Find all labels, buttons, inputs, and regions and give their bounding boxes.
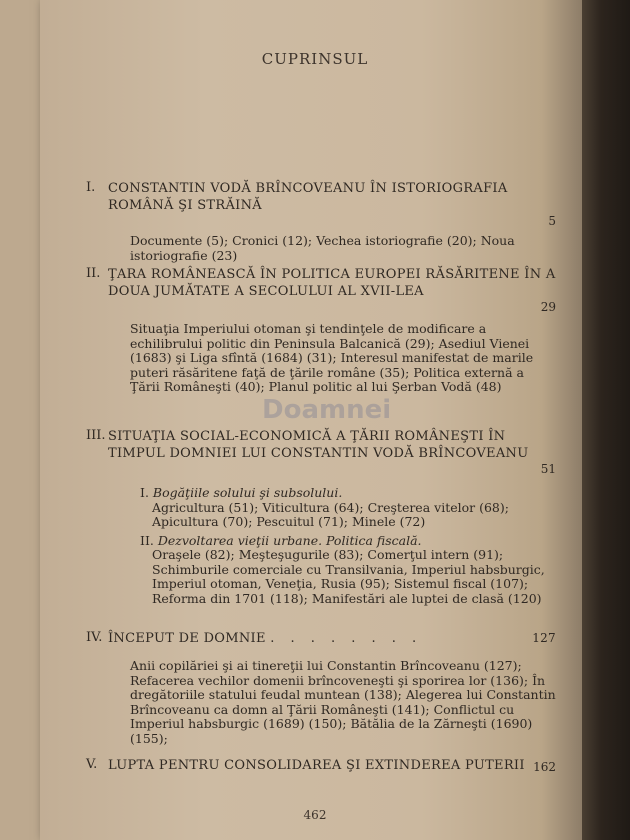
chapter-4 <box>86 630 556 746</box>
chapter-summary: Anii copilăriei şi ai tinereţii lui Constantin Brîncoveanu (127); Refacerea vechilor domenii brîncoveneşti şi sporirea lor (136); În dregătoriile statului feudal muntean (138); Alegerea lui Constantin Brîncoveanu ca domn al Ţării Româneşti (141); Conflictul cu Imperiul habsburgic (1689) (150); Bătălia de la Zărneşti (1690) (155); <box>130 658 556 746</box>
subsection-text: Oraşele (82); Meşteşugurile (83); Comerţul intern (91); Schimburile comerciale cu Transilvania, Imperiul habsburgic, Imperiul otoman, Veneţia, Rusia (95); Sistemul fiscal (107); Reforma din 1701 (118); Manifestări ale luptei de clasă (120) <box>152 547 545 606</box>
chapter-summary: Documente (5); Cronici (12); Vechea istoriografie (20); Noua istoriografie (23) <box>130 233 515 263</box>
page-number: 462 <box>303 808 327 822</box>
subsection-2 <box>140 534 556 607</box>
chapter-title: SITUAŢIA SOCIAL-ECONOMICĂ A ŢĂRII ROMÂNEŞTI ÎN TIMPUL DOMNIEI LUI CONSTANTIN VODĂ BRÎNCOVEANU <box>108 429 529 461</box>
chapter-summary: Situaţia Imperiului otoman şi tendinţele de modificare a echilibrului politic din Peninsula Balcanică (29); Asediul Vienei (1683) şi Liga sfîntă (1684) (31); Interesul manifestat de marile puteri răsăritene faţă de ţările române (35); Politica externă a Ţării Româneşti (40); Planul politic al lui Şerban Vodă (48) <box>130 321 534 394</box>
chapter-3 <box>86 428 556 606</box>
subsection-title: Bogăţiile solului şi subsolului. <box>152 485 343 500</box>
chapter-page: 51 <box>540 462 556 476</box>
watermark-logo: Doamnei <box>262 395 392 425</box>
chapter-title-line <box>108 630 556 647</box>
book-binding-shadow <box>582 0 630 840</box>
chapter-title: ŢARA ROMÂNEASCĂ ÎN POLITICA EUROPEI RĂSĂRITENE ÎN A DOUA JUMĂTATE A SECOLULUI AL XVII-LEA <box>108 267 556 299</box>
chapter-title: ÎNCEPUT DE DOMNIE <box>108 631 266 646</box>
subsection-1 <box>140 486 556 530</box>
chapter-number: IV. <box>86 630 103 645</box>
chapter-title: CONSTANTIN VODĂ BRÎNCOVEANU ÎN ISTORIOGRAFIA ROMÂNĂ ŞI STRĂINĂ <box>108 181 508 213</box>
chapter-title: LUPTA PENTRU CONSOLIDAREA ŞI EXTINDEREA PUTERII <box>108 758 525 773</box>
leader-dots: . . . . . . . . <box>270 631 423 646</box>
subsection-text: Agricultura (51); Viticultura (64); Creşterea vitelor (68); Apicultura (70); Pescuitul (71); Minele (72) <box>152 499 509 529</box>
chapter-page: 127 <box>532 631 556 645</box>
subsection-number: I. <box>140 485 149 500</box>
chapter-number: V. <box>86 757 98 772</box>
chapter-number: I. <box>86 180 96 195</box>
chapter-5 <box>86 757 556 774</box>
chapter-page: 5 <box>548 214 556 228</box>
page-heading: CUPRINSUL <box>261 50 369 68</box>
chapter-number: II. <box>86 266 101 281</box>
chapter-2 <box>86 266 556 395</box>
subsection-number: II. <box>140 532 154 548</box>
chapter-1 <box>86 180 556 263</box>
subsection-title: Dezvoltarea vieţii urbane. Politica fiscală. <box>157 532 422 548</box>
chapter-page: 162 <box>533 760 556 774</box>
chapter-page: 29 <box>540 300 556 314</box>
chapter-number: III. <box>86 428 106 443</box>
